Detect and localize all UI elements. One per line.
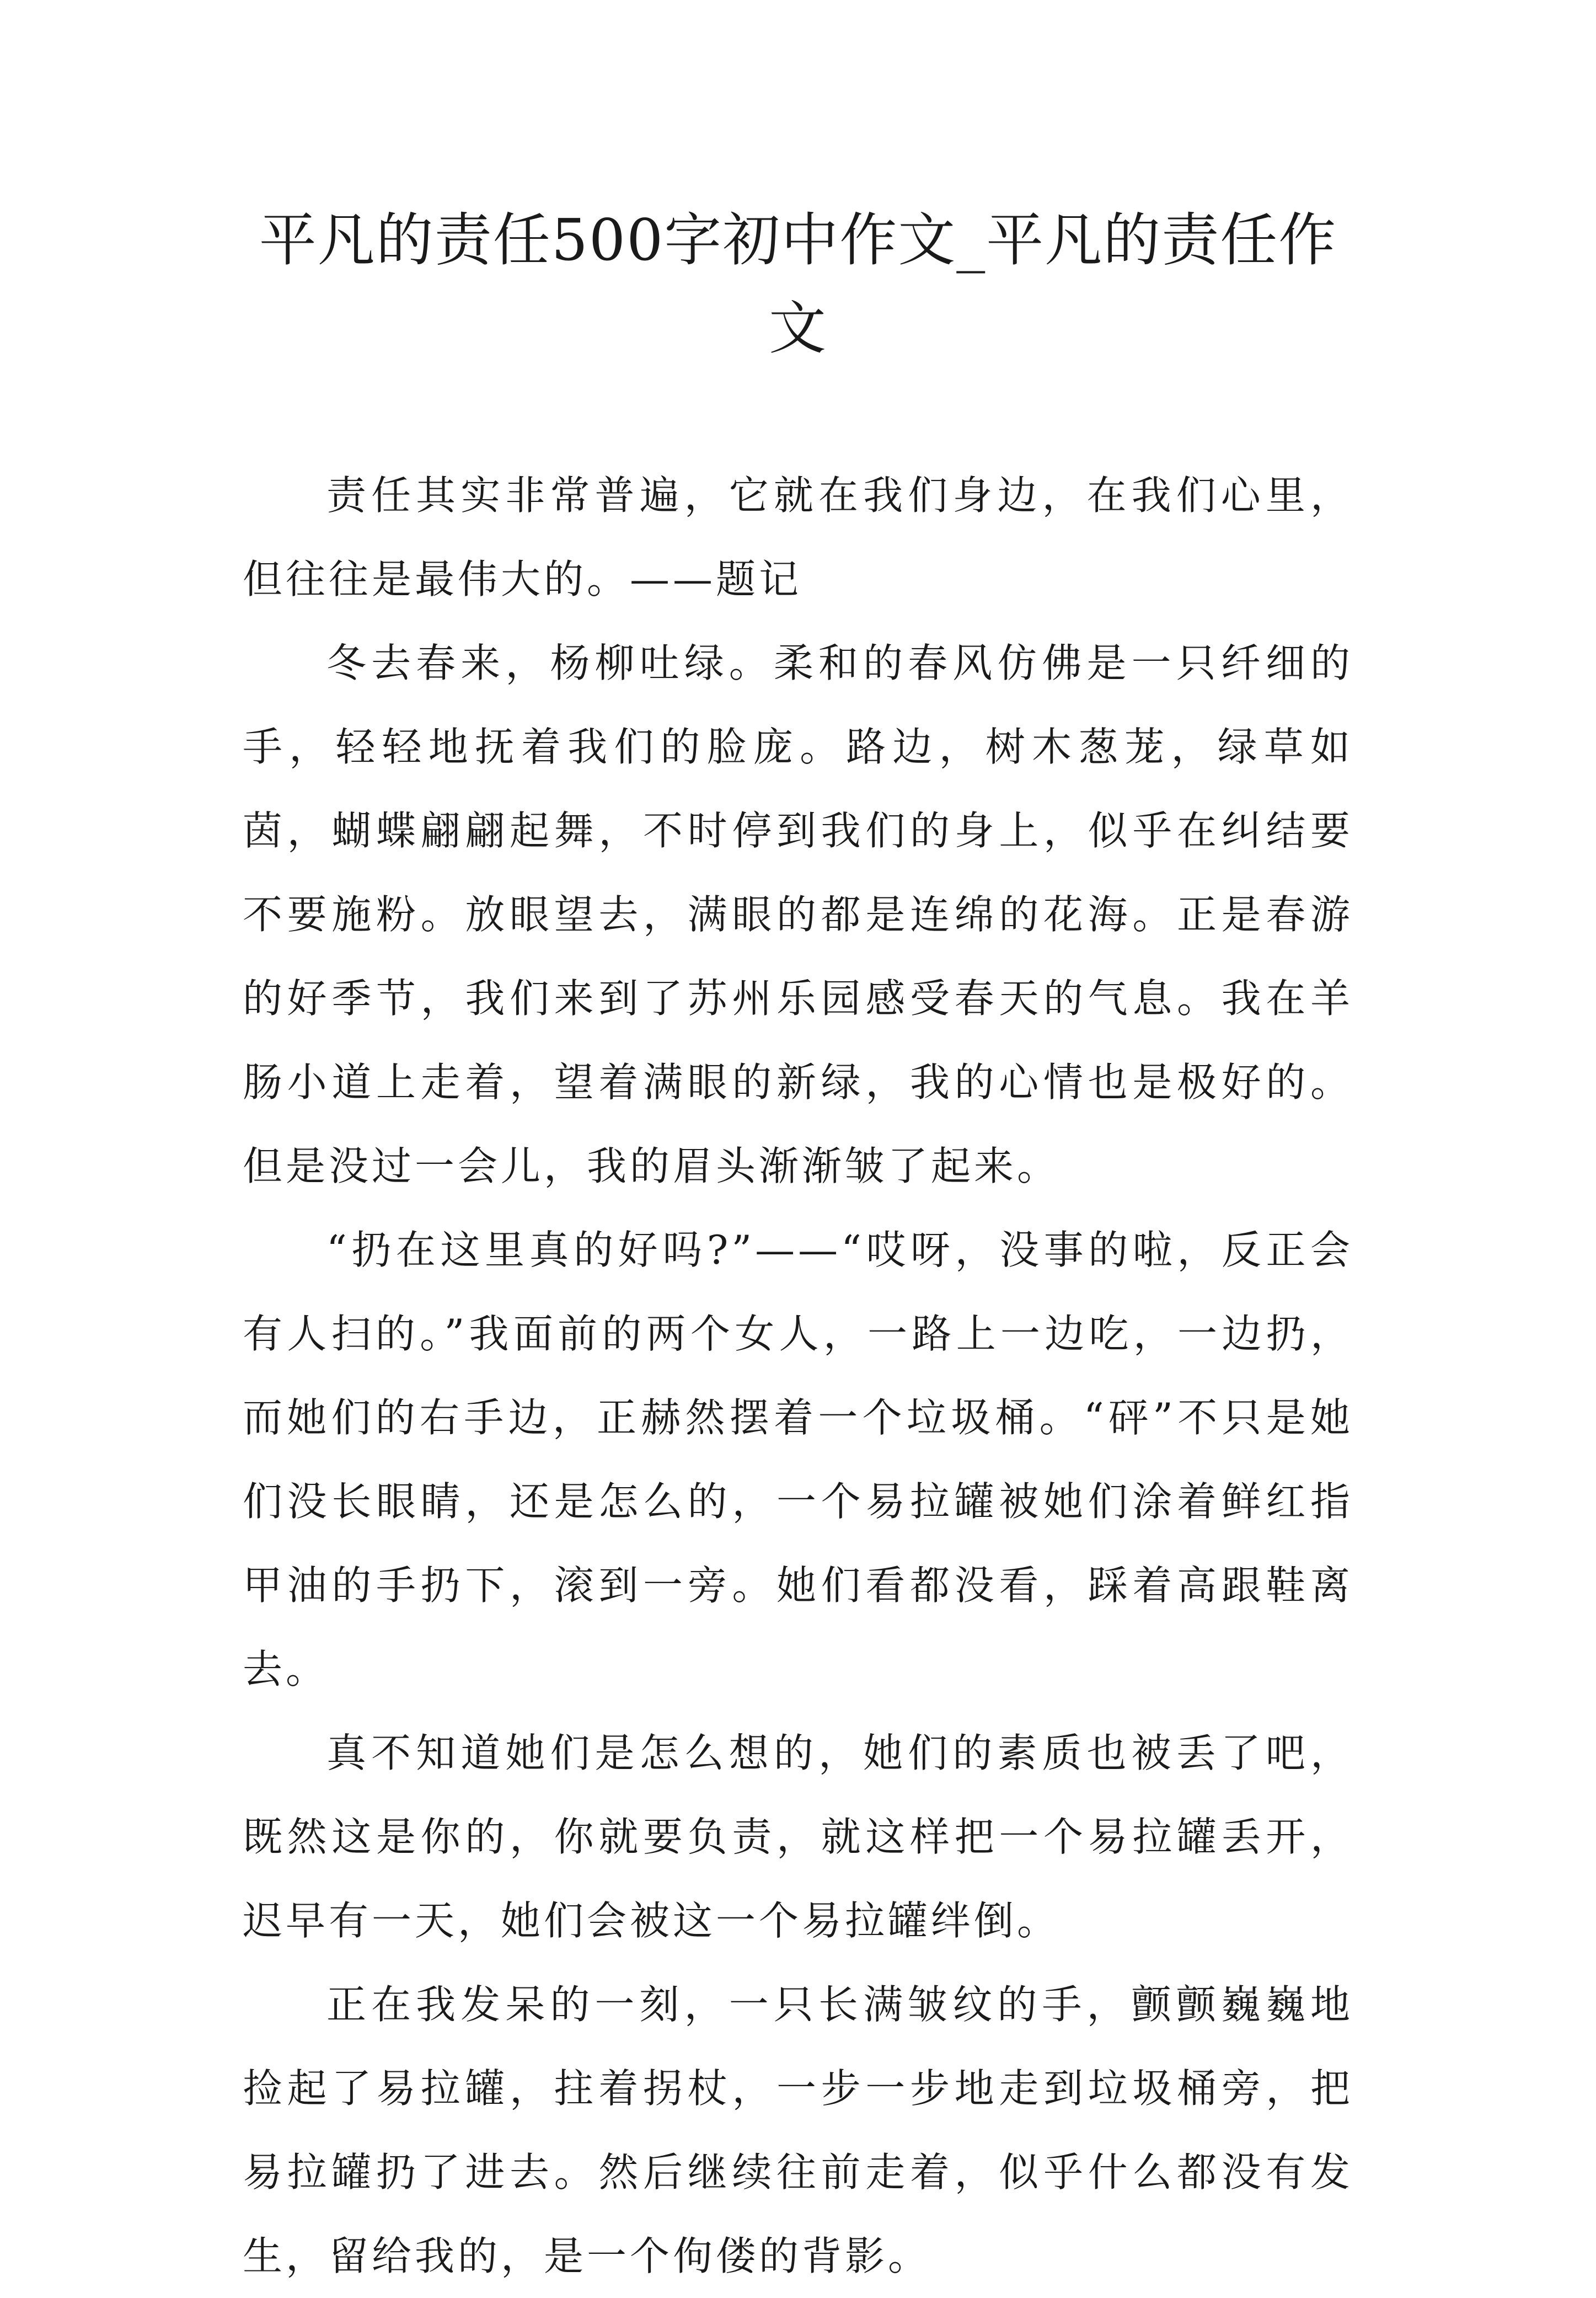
paragraph-reflection: 真不知道她们是怎么想的，她们的素质也被丢了吧，既然这是你的，你就要负责，就这样把一个易拉罐丢开，迟早有一天，她们会被这一个易拉罐绊倒。 [243, 1730, 1353, 1944]
paragraph-litter: “扔在这里真的好吗?”——“哎呀，没事的啦，反正会有人扫的。”我面前的两个女人，一路上一边吃，一边扔，而她们的右手边，正赫然摆着一个垃圾桶。“砰”不只是她们没长眼睛，还是怎么的，一个易拉罐被她们涂着鲜红指甲油的手扔下，滚到一旁。她们看都没看，踩着高跟鞋离去。 [243, 1227, 1353, 1692]
document-title: 平凡的责任500字初中作文_平凡的责任作文 [259, 206, 1337, 362]
paragraph-spring: 冬去春来，杨柳吐绿。柔和的春风仿佛是一只纤细的手，轻轻地抚着我们的脸庞。路边，树木葱茏，绿草如茵，蝴蝶翩翩起舞，不时停到我们的身上，似乎在纠结要不要施粉。放眼望去，满眼的都是连绵的花海。正是春游的好季节，我们来到了苏州乐园感受春天的气息。我在羊肠小道上走着，望着满眼的新绿，我的心情也是极好的。但是没过一会儿，我的眉头渐渐皱了起来。 [243, 640, 1353, 1189]
paragraph-epigraph: 责任其实非常普遍，它就在我们身边，在我们心里，但往往是最伟大的。——题记 [243, 472, 1353, 602]
paragraph-old-man: 正在我发呆的一刻，一只长满皱纹的手，颤颤巍巍地捡起了易拉罐，拄着拐杖，一步一步地走到垃圾桶旁，把易拉罐扔了进去。然后继续往前走着，似乎什么都没有发生，留给我的，是一个佝偻的背影。 [243, 1981, 1353, 2279]
document-body [243, 453, 1353, 2298]
